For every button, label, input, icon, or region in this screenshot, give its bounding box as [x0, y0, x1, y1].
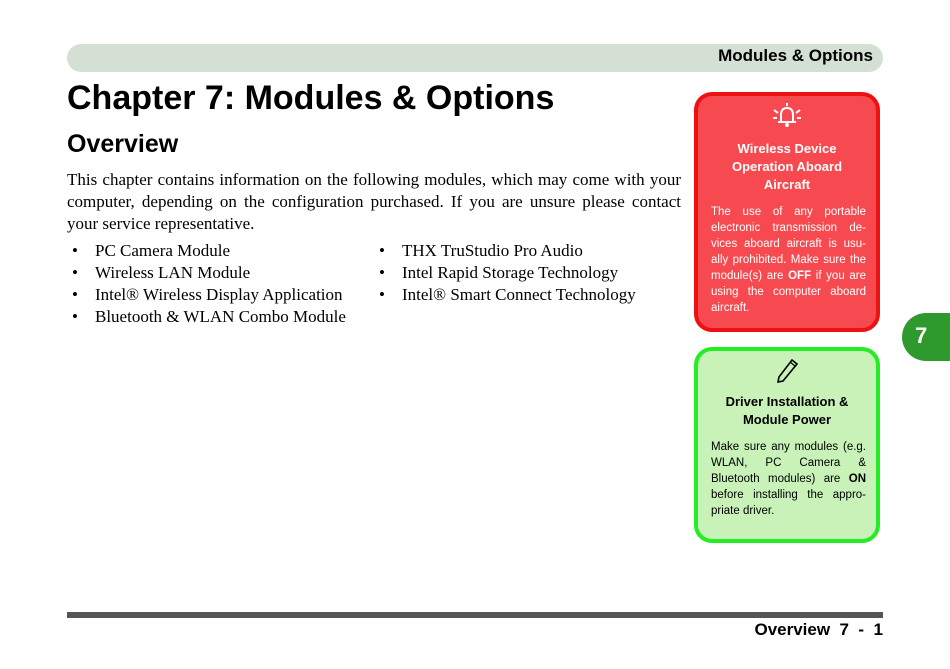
- footer-section: Overview: [754, 620, 831, 639]
- list-item: • Wireless LAN Module: [72, 263, 251, 282]
- list-item: • Intel Rapid Storage Technology: [379, 263, 619, 282]
- list-item: • Bluetooth & WLAN Combo Module: [72, 307, 346, 326]
- list-item: • Intel® Wireless Display Application: [72, 285, 343, 304]
- emphasis-off: OFF: [788, 270, 812, 282]
- info-note-title: Driver Installation & Module Power: [725, 394, 849, 427]
- driver-info-note: [694, 347, 880, 543]
- list-item: • Intel® Smart Connect Technology: [379, 285, 636, 304]
- running-header-title: Modules & Options: [718, 46, 873, 65]
- alarm-bell-icon: [698, 102, 876, 132]
- page-header-bar: [67, 44, 883, 72]
- chapter-tab: [902, 313, 950, 361]
- warning-note-body: The use of any portable electronic transmission de-vices aboard aircraft is usu-ally prohibited. Make sure the module(s) are OFF if you are using the computer aboard aircraft.: [711, 206, 867, 314]
- footer-divider: [67, 612, 883, 618]
- list-item: • PC Camera Module: [72, 241, 231, 260]
- page-number: 7 - 1: [839, 620, 883, 639]
- aircraft-warning-note: [694, 92, 880, 332]
- chapter-title: Chapter 7: Modules & Options: [67, 79, 555, 117]
- module-list-left: [72, 240, 346, 328]
- chapter-tab-number: 7: [915, 323, 928, 348]
- pen-icon: [698, 357, 876, 387]
- warning-note-title: Wireless Device Operation Aboard Aircraft: [731, 141, 843, 192]
- section-title: Overview: [67, 130, 179, 158]
- info-note-body: Make sure any modules (e.g. WLAN, PC Camera & Bluetooth modules) are ON before installing the appro-priate driver.: [711, 441, 866, 517]
- emphasis-on: ON: [848, 473, 866, 485]
- page-footer: [754, 620, 883, 640]
- list-item: • THX TruStudio Pro Audio: [379, 241, 583, 260]
- module-list-right: [379, 240, 636, 306]
- intro-paragraph: This chapter contains information on the following modules, which may come with your computer, depending on the configuration purchased. If you are unsure please contact your service representative.: [67, 170, 681, 233]
